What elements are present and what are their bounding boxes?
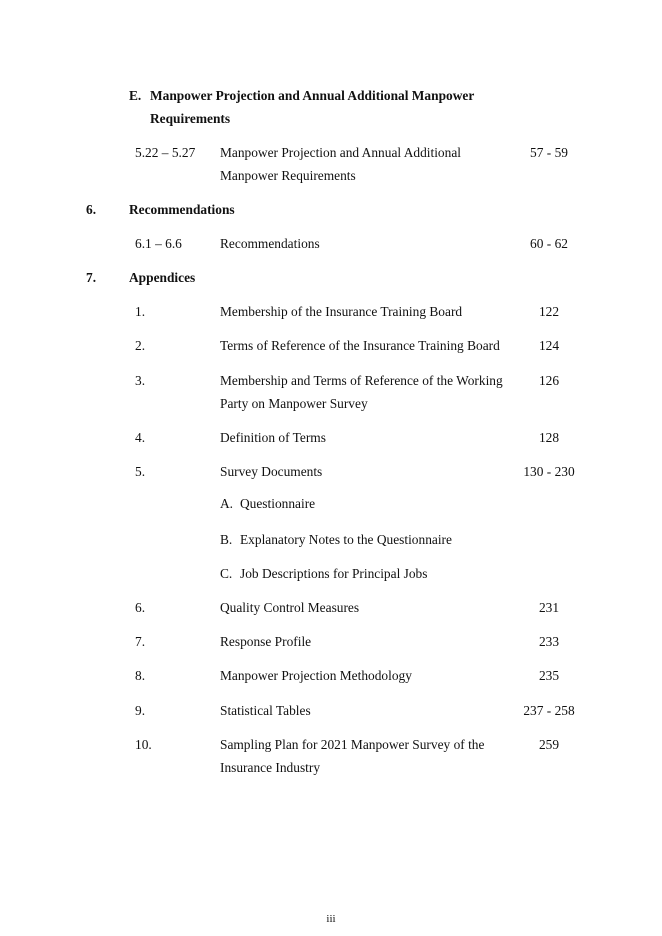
appendix-6-number: 6. [135, 600, 146, 615]
survey-subitem-a-title: Questionnaire [240, 496, 316, 511]
page-number: iii [326, 913, 336, 925]
survey-subitem-c-letter: C. [220, 566, 233, 581]
appendix-10-title-line2: Insurance Industry [220, 760, 321, 775]
appendix-2-number: 2. [135, 338, 146, 353]
appendix-10-title-line1: Sampling Plan for 2021 Manpower Survey of the [220, 737, 485, 752]
appendix-4-pages: 128 [538, 430, 560, 445]
section-e-entry-ref: 5.22 – 5.27 [135, 145, 196, 160]
section-e-title-line2: Requirements [150, 111, 231, 126]
appendix-3-title-line1: Membership and Terms of Reference of the Working [220, 373, 503, 388]
appendix-3-pages: 126 [538, 373, 560, 388]
survey-subitem-b-title: Explanatory Notes to the Questionnaire [240, 532, 452, 547]
appendix-8-pages: 235 [538, 668, 560, 683]
appendix-6-pages: 231 [538, 600, 560, 615]
appendix-5-pages: 130 - 230 [523, 464, 575, 479]
appendix-8-number: 8. [135, 668, 146, 683]
appendix-5-title: Survey Documents [220, 464, 323, 479]
survey-subitem-b-letter: B. [220, 532, 233, 547]
appendix-10-pages: 259 [538, 737, 560, 752]
section-6-entry-ref: 6.1 – 6.6 [135, 236, 182, 251]
appendix-1-number: 1. [135, 304, 146, 319]
section-e-title-line1: Manpower Projection and Annual Additional Manpower [150, 88, 475, 103]
section-6-entry-pages: 60 - 62 [530, 236, 568, 251]
appendix-3-number: 3. [135, 373, 146, 388]
appendix-3-title-line2: Party on Manpower Survey [220, 396, 368, 411]
appendix-9-pages: 237 - 258 [523, 703, 575, 718]
section-6-title: Recommendations [129, 202, 235, 217]
appendix-10-number: 10. [135, 737, 152, 752]
appendix-5-number: 5. [135, 464, 146, 479]
appendix-2-title: Terms of Reference of the Insurance Training Board [220, 338, 500, 353]
appendix-4-number: 4. [135, 430, 146, 445]
survey-subitem-a-letter: A. [220, 496, 234, 511]
section-e-entry-title-line2: Manpower Requirements [220, 168, 356, 183]
appendix-2-pages: 124 [538, 338, 560, 353]
appendix-1-pages: 122 [538, 304, 560, 319]
appendix-1-title: Membership of the Insurance Training Board [220, 304, 463, 319]
appendix-7-number: 7. [135, 634, 146, 649]
appendix-4-title: Definition of Terms [220, 430, 326, 445]
appendix-9-title: Statistical Tables [220, 703, 311, 718]
section-e-letter: E. [129, 88, 142, 103]
section-6-number: 6. [86, 202, 97, 217]
appendix-7-title: Response Profile [220, 634, 312, 649]
section-e-entry-pages: 57 - 59 [530, 145, 568, 160]
section-e-entry-title-line1: Manpower Projection and Annual Additional [220, 145, 461, 160]
appendix-8-title: Manpower Projection Methodology [220, 668, 412, 683]
section-7-title: Appendices [129, 270, 196, 285]
section-6-entry-title: Recommendations [220, 236, 320, 251]
section-7-number: 7. [86, 270, 97, 285]
appendix-7-pages: 233 [538, 634, 560, 649]
appendix-6-title: Quality Control Measures [220, 600, 360, 615]
survey-subitem-c-title: Job Descriptions for Principal Jobs [240, 566, 428, 581]
appendix-9-number: 9. [135, 703, 146, 718]
